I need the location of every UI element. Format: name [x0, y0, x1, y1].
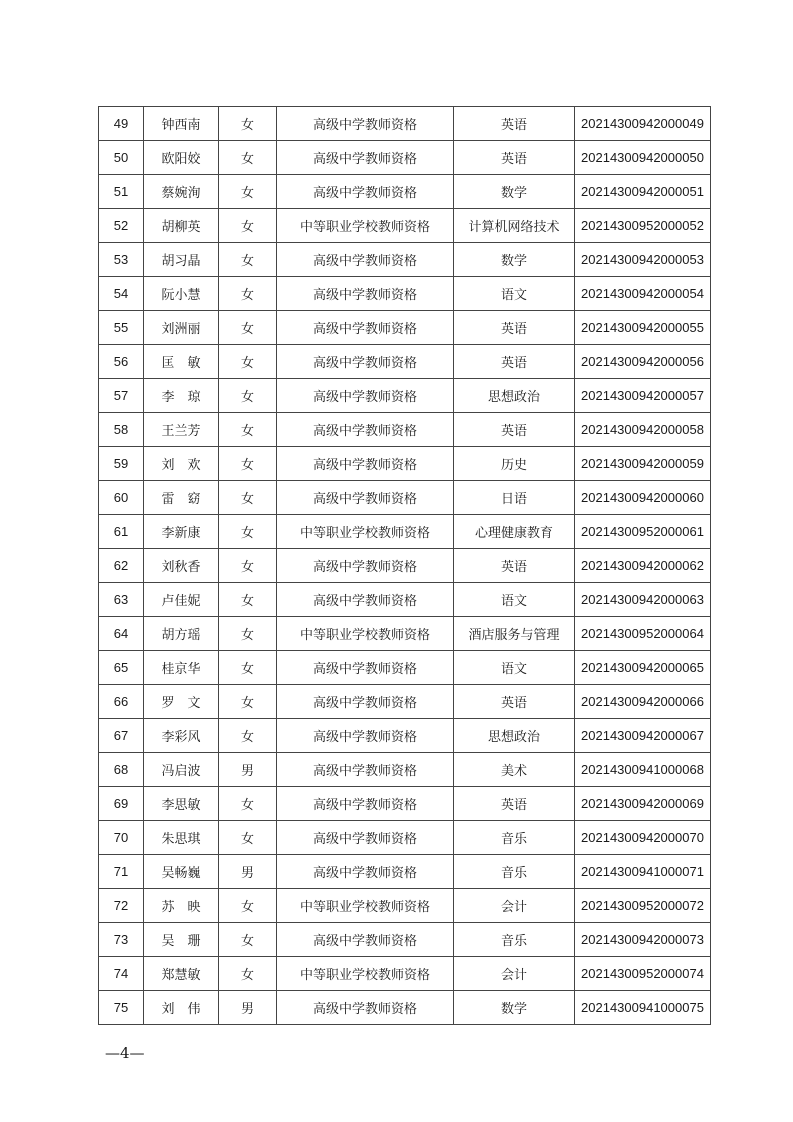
qualification-type-cell: 高级中学教师资格 — [277, 277, 454, 311]
name-cell: 冯启波 — [144, 753, 219, 787]
name-cell: 王兰芳 — [144, 413, 219, 447]
certificate-number-cell: 20214300942000070 — [575, 821, 711, 855]
qualification-type-cell: 中等职业学校教师资格 — [277, 889, 454, 923]
name-cell: 阮小慧 — [144, 277, 219, 311]
row-number-cell: 55 — [99, 311, 144, 345]
gender-cell: 女 — [219, 889, 277, 923]
certificate-number-cell: 20214300942000059 — [575, 447, 711, 481]
name-cell: 刘 欢 — [144, 447, 219, 481]
qualification-type-cell: 高级中学教师资格 — [277, 719, 454, 753]
subject-cell: 英语 — [454, 141, 575, 175]
qualification-type-cell: 高级中学教师资格 — [277, 685, 454, 719]
name-cell: 雷 窈 — [144, 481, 219, 515]
gender-cell: 男 — [219, 991, 277, 1025]
subject-cell: 会计 — [454, 957, 575, 991]
certificate-number-cell: 20214300952000052 — [575, 209, 711, 243]
row-number-cell: 54 — [99, 277, 144, 311]
qualification-type-cell: 高级中学教师资格 — [277, 107, 454, 141]
name-cell: 李 琼 — [144, 379, 219, 413]
row-number-cell: 74 — [99, 957, 144, 991]
table-row — [99, 923, 711, 957]
qualification-type-cell: 高级中学教师资格 — [277, 379, 454, 413]
table-row — [99, 957, 711, 991]
table-row — [99, 685, 711, 719]
certificate-number-cell: 20214300942000062 — [575, 549, 711, 583]
name-cell: 李新康 — [144, 515, 219, 549]
teacher-qualification-table — [98, 106, 711, 1025]
row-number-cell: 67 — [99, 719, 144, 753]
gender-cell: 女 — [219, 515, 277, 549]
qualification-type-cell: 高级中学教师资格 — [277, 753, 454, 787]
row-number-cell: 69 — [99, 787, 144, 821]
name-cell: 蔡婉洵 — [144, 175, 219, 209]
row-number-cell: 72 — [99, 889, 144, 923]
subject-cell: 语文 — [454, 651, 575, 685]
certificate-number-cell: 20214300941000068 — [575, 753, 711, 787]
certificate-number-cell: 20214300952000064 — [575, 617, 711, 651]
table-row — [99, 787, 711, 821]
table-body — [99, 107, 711, 1025]
row-number-cell: 58 — [99, 413, 144, 447]
row-number-cell: 63 — [99, 583, 144, 617]
certificate-number-cell: 20214300942000063 — [575, 583, 711, 617]
certificate-number-cell: 20214300942000066 — [575, 685, 711, 719]
gender-cell: 女 — [219, 719, 277, 753]
qualification-type-cell: 高级中学教师资格 — [277, 821, 454, 855]
gender-cell: 女 — [219, 413, 277, 447]
name-cell: 胡柳英 — [144, 209, 219, 243]
qualification-type-cell: 高级中学教师资格 — [277, 481, 454, 515]
row-number-cell: 59 — [99, 447, 144, 481]
table-row — [99, 311, 711, 345]
table-row — [99, 107, 711, 141]
gender-cell: 女 — [219, 651, 277, 685]
name-cell: 吴畅巍 — [144, 855, 219, 889]
subject-cell: 思想政治 — [454, 719, 575, 753]
name-cell: 胡方瑶 — [144, 617, 219, 651]
row-number-cell: 53 — [99, 243, 144, 277]
subject-cell: 日语 — [454, 481, 575, 515]
table-row — [99, 243, 711, 277]
row-number-cell: 68 — [99, 753, 144, 787]
certificate-number-cell: 20214300942000058 — [575, 413, 711, 447]
certificate-number-cell: 20214300942000050 — [575, 141, 711, 175]
subject-cell: 英语 — [454, 549, 575, 583]
qualification-type-cell: 高级中学教师资格 — [277, 413, 454, 447]
table-row — [99, 651, 711, 685]
certificate-number-cell: 20214300942000069 — [575, 787, 711, 821]
qualification-type-cell: 高级中学教师资格 — [277, 991, 454, 1025]
certificate-number-cell: 20214300942000056 — [575, 345, 711, 379]
table-row — [99, 821, 711, 855]
name-cell: 刘 伟 — [144, 991, 219, 1025]
gender-cell: 女 — [219, 923, 277, 957]
row-number-cell: 51 — [99, 175, 144, 209]
certificate-number-cell: 20214300942000073 — [575, 923, 711, 957]
name-cell: 胡习晶 — [144, 243, 219, 277]
subject-cell: 酒店服务与管理 — [454, 617, 575, 651]
row-number-cell: 70 — [99, 821, 144, 855]
row-number-cell: 50 — [99, 141, 144, 175]
certificate-number-cell: 20214300942000055 — [575, 311, 711, 345]
gender-cell: 男 — [219, 753, 277, 787]
name-cell: 苏 映 — [144, 889, 219, 923]
gender-cell: 女 — [219, 311, 277, 345]
qualification-type-cell: 高级中学教师资格 — [277, 447, 454, 481]
name-cell: 匡 敏 — [144, 345, 219, 379]
certificate-number-cell: 20214300952000074 — [575, 957, 711, 991]
table-row — [99, 481, 711, 515]
row-number-cell: 62 — [99, 549, 144, 583]
qualification-type-cell: 高级中学教师资格 — [277, 243, 454, 277]
table-row — [99, 991, 711, 1025]
name-cell: 钟西南 — [144, 107, 219, 141]
gender-cell: 女 — [219, 243, 277, 277]
qualification-type-cell: 高级中学教师资格 — [277, 311, 454, 345]
subject-cell: 语文 — [454, 277, 575, 311]
certificate-number-cell: 20214300941000075 — [575, 991, 711, 1025]
row-number-cell: 75 — [99, 991, 144, 1025]
name-cell: 郑慧敏 — [144, 957, 219, 991]
name-cell: 卢佳妮 — [144, 583, 219, 617]
table-row — [99, 617, 711, 651]
subject-cell: 语文 — [454, 583, 575, 617]
certificate-number-cell: 20214300942000049 — [575, 107, 711, 141]
subject-cell: 音乐 — [454, 923, 575, 957]
gender-cell: 女 — [219, 583, 277, 617]
qualification-type-cell: 高级中学教师资格 — [277, 651, 454, 685]
qualification-type-cell: 中等职业学校教师资格 — [277, 957, 454, 991]
subject-cell: 数学 — [454, 243, 575, 277]
name-cell: 吴 珊 — [144, 923, 219, 957]
row-number-cell: 64 — [99, 617, 144, 651]
table-row — [99, 413, 711, 447]
qualification-type-cell: 高级中学教师资格 — [277, 787, 454, 821]
subject-cell: 英语 — [454, 311, 575, 345]
gender-cell: 男 — [219, 855, 277, 889]
qualification-type-cell: 高级中学教师资格 — [277, 855, 454, 889]
name-cell: 李思敏 — [144, 787, 219, 821]
qualification-type-cell: 高级中学教师资格 — [277, 923, 454, 957]
row-number-cell: 52 — [99, 209, 144, 243]
subject-cell: 音乐 — [454, 821, 575, 855]
table-row — [99, 277, 711, 311]
gender-cell: 女 — [219, 209, 277, 243]
certificate-number-cell: 20214300942000057 — [575, 379, 711, 413]
gender-cell: 女 — [219, 685, 277, 719]
gender-cell: 女 — [219, 379, 277, 413]
qualification-type-cell: 高级中学教师资格 — [277, 549, 454, 583]
certificate-number-cell: 20214300942000060 — [575, 481, 711, 515]
qualification-type-cell: 中等职业学校教师资格 — [277, 209, 454, 243]
page-number: —4— — [105, 1044, 145, 1062]
subject-cell: 会计 — [454, 889, 575, 923]
gender-cell: 女 — [219, 175, 277, 209]
qualification-type-cell: 高级中学教师资格 — [277, 583, 454, 617]
subject-cell: 英语 — [454, 787, 575, 821]
row-number-cell: 66 — [99, 685, 144, 719]
row-number-cell: 56 — [99, 345, 144, 379]
row-number-cell: 73 — [99, 923, 144, 957]
subject-cell: 英语 — [454, 685, 575, 719]
table-row — [99, 379, 711, 413]
subject-cell: 思想政治 — [454, 379, 575, 413]
certificate-number-cell: 20214300942000067 — [575, 719, 711, 753]
subject-cell: 英语 — [454, 413, 575, 447]
table-row — [99, 175, 711, 209]
gender-cell: 女 — [219, 617, 277, 651]
subject-cell: 英语 — [454, 345, 575, 379]
qualification-type-cell: 高级中学教师资格 — [277, 141, 454, 175]
row-number-cell: 49 — [99, 107, 144, 141]
row-number-cell: 60 — [99, 481, 144, 515]
subject-cell: 英语 — [454, 107, 575, 141]
table-row — [99, 447, 711, 481]
gender-cell: 女 — [219, 107, 277, 141]
certificate-number-cell: 20214300942000065 — [575, 651, 711, 685]
table-row — [99, 753, 711, 787]
name-cell: 朱思琪 — [144, 821, 219, 855]
table-row — [99, 583, 711, 617]
gender-cell: 女 — [219, 277, 277, 311]
subject-cell: 计算机网络技术 — [454, 209, 575, 243]
subject-cell: 数学 — [454, 991, 575, 1025]
gender-cell: 女 — [219, 481, 277, 515]
table-row — [99, 209, 711, 243]
row-number-cell: 57 — [99, 379, 144, 413]
gender-cell: 女 — [219, 787, 277, 821]
gender-cell: 女 — [219, 821, 277, 855]
gender-cell: 女 — [219, 957, 277, 991]
subject-cell: 美术 — [454, 753, 575, 787]
table-row — [99, 889, 711, 923]
name-cell: 欧阳姣 — [144, 141, 219, 175]
gender-cell: 女 — [219, 345, 277, 379]
table-row — [99, 141, 711, 175]
name-cell: 刘洲丽 — [144, 311, 219, 345]
name-cell: 李彩风 — [144, 719, 219, 753]
row-number-cell: 71 — [99, 855, 144, 889]
table-row — [99, 719, 711, 753]
table-row — [99, 515, 711, 549]
certificate-number-cell: 20214300952000072 — [575, 889, 711, 923]
table-row — [99, 345, 711, 379]
row-number-cell: 65 — [99, 651, 144, 685]
name-cell: 罗 文 — [144, 685, 219, 719]
qualification-type-cell: 中等职业学校教师资格 — [277, 617, 454, 651]
subject-cell: 数学 — [454, 175, 575, 209]
table-row — [99, 855, 711, 889]
table-row — [99, 549, 711, 583]
gender-cell: 女 — [219, 549, 277, 583]
certificate-number-cell: 20214300941000071 — [575, 855, 711, 889]
gender-cell: 女 — [219, 141, 277, 175]
name-cell: 刘秋香 — [144, 549, 219, 583]
qualification-type-cell: 高级中学教师资格 — [277, 175, 454, 209]
certificate-number-cell: 20214300942000053 — [575, 243, 711, 277]
row-number-cell: 61 — [99, 515, 144, 549]
name-cell: 桂京华 — [144, 651, 219, 685]
qualification-type-cell: 高级中学教师资格 — [277, 345, 454, 379]
qualification-type-cell: 中等职业学校教师资格 — [277, 515, 454, 549]
certificate-number-cell: 20214300942000051 — [575, 175, 711, 209]
gender-cell: 女 — [219, 447, 277, 481]
subject-cell: 历史 — [454, 447, 575, 481]
subject-cell: 音乐 — [454, 855, 575, 889]
certificate-number-cell: 20214300952000061 — [575, 515, 711, 549]
subject-cell: 心理健康教育 — [454, 515, 575, 549]
certificate-number-cell: 20214300942000054 — [575, 277, 711, 311]
